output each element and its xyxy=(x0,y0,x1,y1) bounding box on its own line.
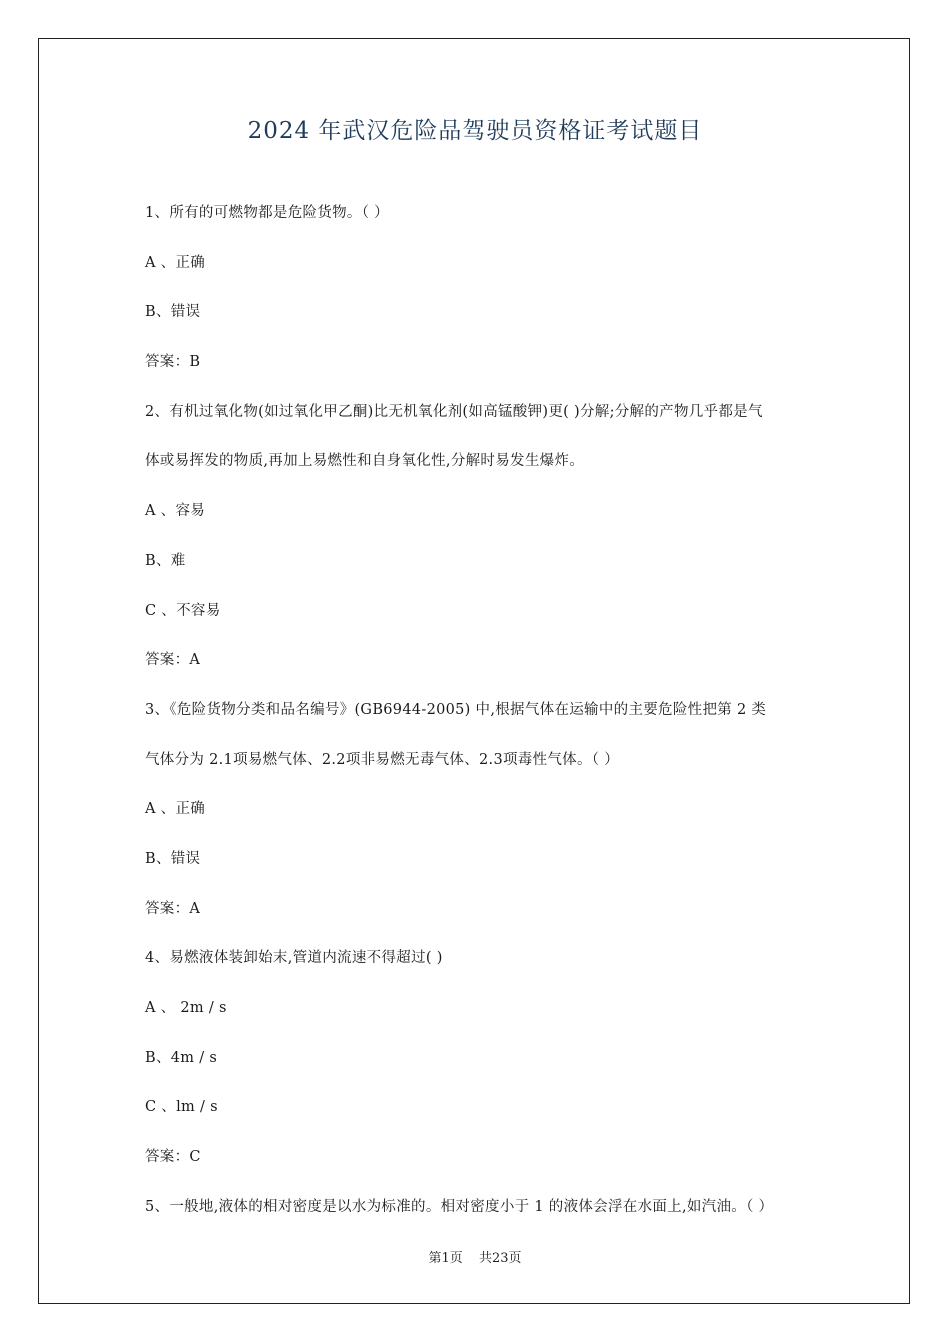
question-1-option-b: B、错误 xyxy=(145,304,201,321)
question-1-option-a: A 、正确 xyxy=(145,254,206,271)
question-2-option-b: B、难 xyxy=(145,552,186,569)
document-title: 2024 年武汉危险品驾驶员资格证考试题目 xyxy=(247,118,703,144)
page-total: 共23页 xyxy=(478,1251,522,1266)
question-3-option-a: A 、正确 xyxy=(145,801,206,818)
question-4-option-a: A 、 2m / s xyxy=(145,1000,227,1016)
question-3-option-b: B、错误 xyxy=(145,850,201,867)
page-number: 第1页 xyxy=(428,1251,463,1266)
question-3-answer: 答案：A xyxy=(145,900,201,917)
question-5-text: 5、一般地,液体的相对密度是以水为标准的。相对密度小于 1 的液体会浮在水面上,如汽油。（ ） xyxy=(145,1198,774,1215)
question-3-text-line-2: 气体分为 2.1项易燃气体、2.2项非易燃无毒气体、2.3项毒性气体。（ ） xyxy=(145,751,620,768)
question-2-option-a: A 、容易 xyxy=(145,503,206,520)
question-4-answer: 答案：C xyxy=(145,1149,201,1166)
document-body xyxy=(145,200,825,1243)
question-1-text: 1、所有的可燃物都是危险货物。（ ） xyxy=(145,205,389,221)
page-footer xyxy=(0,1247,950,1266)
question-3-text-line-1: 3、《危险货物分类和品名编号》(GB6944-2005) 中,根据气体在运输中的主要危险性把第 2 类 xyxy=(145,701,767,718)
question-2-text-line-1: 2、有机过氧化物(如过氧化甲乙酮)比无机氧化剂(如高锰酸钾)更( )分解;分解的产物几乎都是气 xyxy=(145,403,763,420)
question-4-option-b: B、4m / s xyxy=(145,1049,218,1066)
question-2-option-c: C 、不容易 xyxy=(145,602,221,619)
question-2-answer: 答案：A xyxy=(145,652,201,669)
question-2-text-line-2: 体或易挥发的物质,再加上易燃性和自身氧化性,分解时易发生爆炸。 xyxy=(145,453,585,470)
question-4-option-c: C 、lm / s xyxy=(145,1099,218,1116)
question-1-answer: 答案：B xyxy=(145,354,201,371)
question-4-text: 4、易燃液体装卸始末,管道内流速不得超过( ) xyxy=(145,950,443,967)
